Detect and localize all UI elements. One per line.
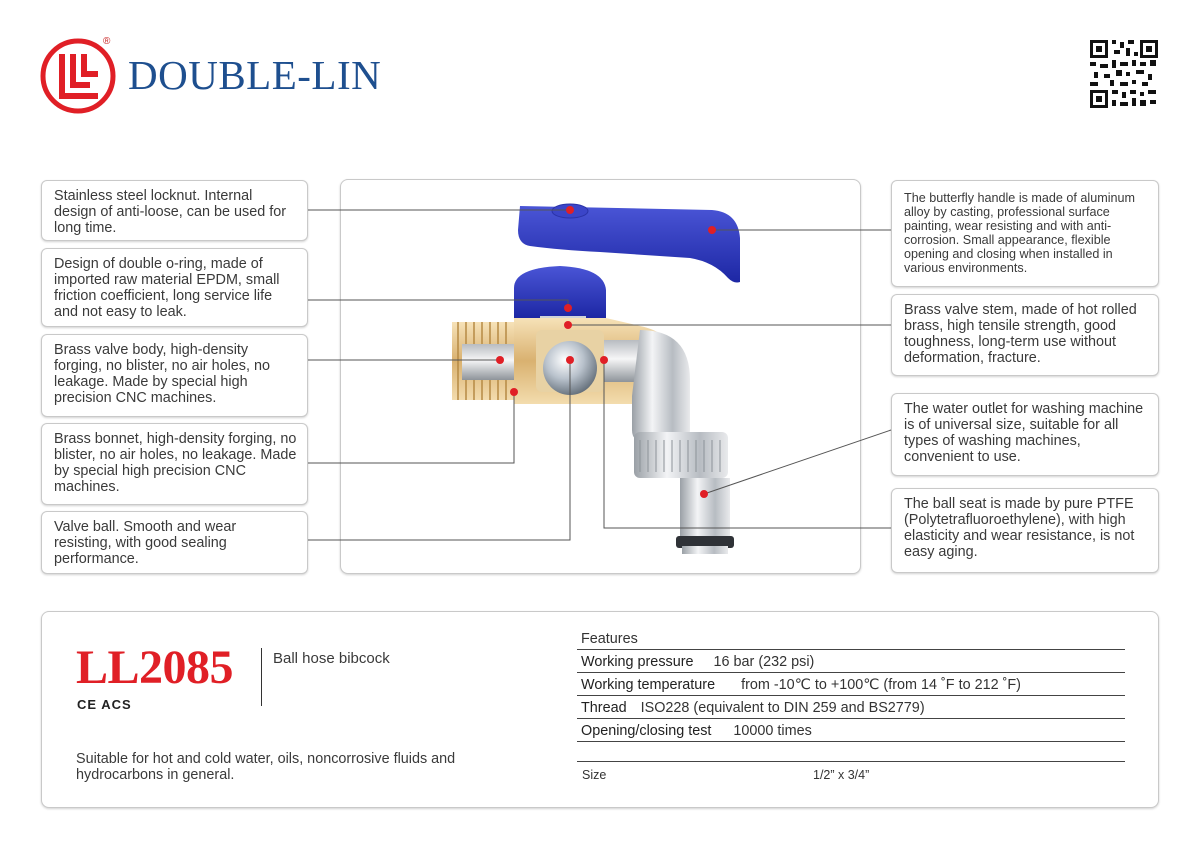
callout-locknut: Stainless steel locknut. Internal design of anti-loose, can be used for long time.: [41, 180, 308, 241]
feature-value: from -10℃ to +100℃ (from 14 ˚F to 212 ˚F): [741, 677, 1021, 693]
feature-label: Thread: [581, 700, 627, 716]
double-lin-logo: [40, 38, 116, 114]
feature-label: Working pressure: [581, 654, 694, 670]
feature-row-temperature: [577, 677, 1125, 693]
product-description: Suitable for hot and cold water, oils, noncorrosive fluids and hydrocarbons in general.: [76, 751, 456, 783]
callout-bonnet: Brass bonnet, high-density forging, no blister, no air holes, no leakage. Made by special high precision CNC machines.: [41, 423, 308, 505]
size-rule: [577, 761, 1125, 762]
callout-stem: Brass valve stem, made of hot rolled brass, high tensile strength, good toughness, long-term use without deformation, fracture.: [891, 294, 1159, 376]
size-value: 1/2” x 3/4”: [813, 768, 870, 782]
feature-label: Working temperature: [581, 677, 716, 693]
callout-handle: The butterfly handle is made of aluminum alloy by casting, professional surface painting, wear resisting and with anti-corrosion. Small appearance, flexible opening and closing when installed in various environments.: [891, 180, 1159, 287]
feature-value: 10000 times: [733, 723, 812, 739]
brand-name: DOUBLE-LIN: [128, 52, 382, 98]
model-number: LL2085: [76, 641, 234, 694]
feature-value: ISO228 (equivalent to DIN 259 and BS2779): [640, 700, 925, 716]
size-label: Size: [582, 768, 607, 782]
feature-row-pressure: [577, 654, 1125, 670]
callout-oring: Design of double o-ring, made of imported raw material EPDM, small friction coefficient, long service life and not easy to leak.: [41, 248, 308, 327]
divider: [261, 648, 262, 706]
registered-mark: ®: [103, 36, 111, 47]
callout-valve-body: Brass valve body, high-density forging, no blister, no air holes, no leakage. Made by special high precision CNC machines.: [41, 334, 308, 417]
features-title: Features: [581, 631, 638, 647]
callout-seat: The ball seat is made by pure PTFE (Polytetrafluoroethylene), with high elasticity and wear resistance, is not easy aging.: [891, 488, 1159, 573]
feature-row-thread: [577, 700, 1125, 716]
product-type: Ball hose bibcock: [273, 650, 390, 667]
features-rule: [577, 649, 1125, 650]
callout-outlet: The water outlet for washing machine is of universal size, suitable for all types of washing machines, convenient to use.: [891, 393, 1159, 476]
feature-label: Opening/closing test: [581, 723, 712, 739]
feature-value: 16 bar (232 psi): [713, 654, 815, 670]
qr-code-icon: [1090, 40, 1158, 108]
product-image-frame: [340, 179, 861, 574]
feature-row-test: [577, 723, 1125, 739]
certification-marks: CE ACS: [77, 697, 132, 712]
callout-ball: Valve ball. Smooth and wear resisting, with good sealing performance.: [41, 511, 308, 574]
